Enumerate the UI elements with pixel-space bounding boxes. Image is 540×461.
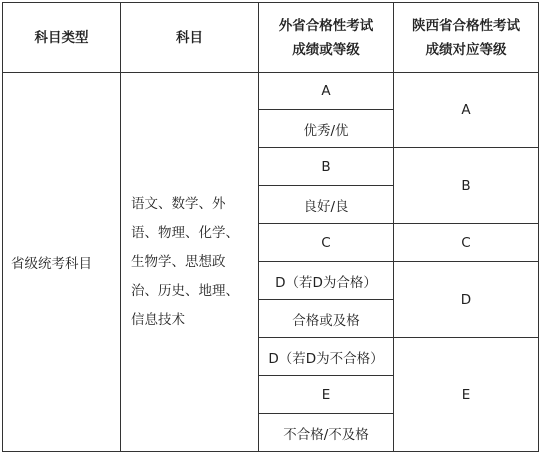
header-shaanxi-line2: 成绩对应等级 [425, 41, 507, 58]
subjects-cell: 语文、数学、外语、物理、化学、生物学、思想政治、历史、地理、信息技术 [121, 73, 259, 452]
subject-type-cell: 省级统考科目 [3, 73, 121, 452]
grade-conversion-table [2, 2, 539, 452]
other-grade-cell: A [259, 73, 394, 110]
other-grade-cell: 良好/良 [259, 186, 394, 224]
header-shaanxi [394, 3, 539, 73]
other-grade-cell: D（若D为不合格） [259, 338, 394, 376]
shaanxi-level-cell: A [394, 73, 539, 148]
header-other-province-line2: 成绩或等级 [292, 41, 360, 58]
other-grade-cell: B [259, 148, 394, 186]
shaanxi-level-cell: B [394, 148, 539, 224]
shaanxi-level-cell: D [394, 262, 539, 338]
header-other-province-line1: 外省合格性考试 [278, 17, 374, 34]
other-grade-cell: 合格或及格 [259, 300, 394, 338]
other-grade-cell: 优秀/优 [259, 110, 394, 148]
header-row [3, 3, 539, 73]
other-grade-cell: C [259, 224, 394, 262]
header-subject: 科目 [121, 3, 259, 73]
header-other-province [259, 3, 394, 73]
shaanxi-level-cell: E [394, 338, 539, 452]
other-grade-cell: E [259, 376, 394, 414]
shaanxi-level-cell: C [394, 224, 539, 262]
other-grade-cell: 不合格/不及格 [259, 414, 394, 452]
header-subject-type: 科目类型 [3, 3, 121, 73]
header-shaanxi-line1: 陕西省合格性考试 [412, 17, 520, 34]
other-grade-cell: D（若D为合格） [259, 262, 394, 300]
table-row [3, 73, 539, 110]
